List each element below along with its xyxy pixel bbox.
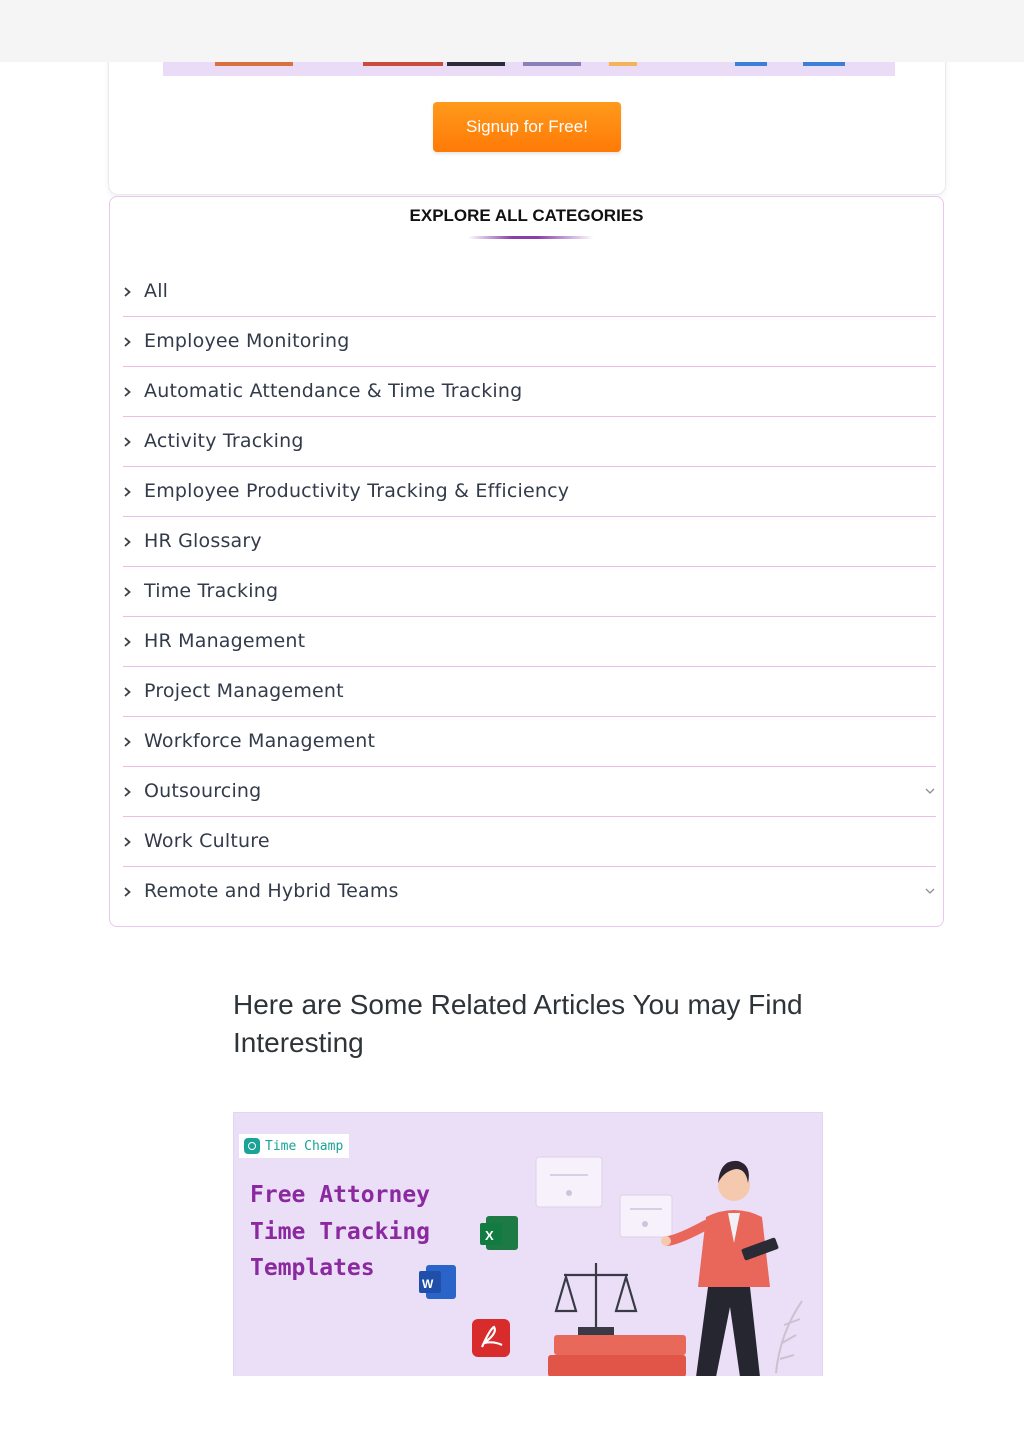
books-icon: [548, 1335, 686, 1377]
category-item[interactable]: [123, 317, 936, 367]
svg-text:W: W: [422, 1277, 434, 1291]
category-item[interactable]: [123, 617, 936, 667]
category-label: Employee Productivity Tracking & Efficiency: [144, 480, 570, 502]
excel-icon: [480, 1216, 518, 1250]
document-card-icon: [620, 1195, 672, 1237]
title-underline: [468, 236, 594, 239]
category-label: Automatic Attendance & Time Tracking: [144, 380, 523, 402]
category-label: HR Management: [144, 630, 306, 652]
document-card-icon: [536, 1157, 602, 1207]
chevron-right-icon: [123, 332, 133, 352]
category-label: Activity Tracking: [144, 430, 304, 452]
thumbnail-title-line: Templates: [250, 1255, 375, 1281]
chevron-right-icon: [123, 282, 133, 302]
top-browser-gap: [0, 0, 1024, 62]
category-label: Workforce Management: [144, 730, 376, 752]
article-card[interactable]: [233, 1112, 823, 1377]
category-label: Outsourcing: [144, 780, 262, 802]
categories-panel: [109, 196, 944, 927]
category-label: Work Culture: [144, 830, 270, 852]
svg-text:X: X: [485, 1228, 494, 1243]
plant-decoration: [776, 1301, 802, 1373]
chevron-right-icon: [123, 582, 133, 602]
chevron-down-icon[interactable]: [924, 786, 936, 796]
brand-name: Time Champ: [265, 1138, 344, 1154]
chevron-right-icon: [123, 382, 133, 402]
chevron-down-icon[interactable]: [924, 886, 936, 896]
signup-button[interactable]: Signup for Free!: [433, 102, 621, 152]
category-item[interactable]: [123, 767, 936, 817]
chevron-right-icon: [123, 532, 133, 552]
category-label: HR Glossary: [144, 530, 262, 552]
chevron-right-icon: [123, 432, 133, 452]
category-label: All: [144, 280, 169, 302]
chevron-right-icon: [123, 682, 133, 702]
scales-of-justice-icon: [556, 1263, 636, 1331]
category-label: Employee Monitoring: [144, 330, 350, 352]
article-illustration: [234, 1113, 822, 1377]
category-item[interactable]: [123, 567, 936, 617]
category-label: Project Management: [144, 680, 344, 702]
category-label: Remote and Hybrid Teams: [144, 880, 399, 902]
related-articles-heading: Here are Some Related Articles You may Find Interesting: [233, 989, 803, 1058]
category-item[interactable]: [123, 667, 936, 717]
chevron-right-icon: [123, 782, 133, 802]
category-item[interactable]: [123, 267, 936, 317]
page-bottom-margin: [0, 1376, 1024, 1449]
thumbnail-title-line: Free Attorney: [250, 1182, 431, 1208]
category-item[interactable]: [123, 367, 936, 417]
category-item[interactable]: [123, 517, 936, 567]
category-item[interactable]: [123, 717, 936, 767]
chevron-right-icon: [123, 632, 133, 652]
pdf-icon: [472, 1319, 510, 1357]
chevron-right-icon: [123, 482, 133, 502]
category-item[interactable]: [123, 817, 936, 867]
chevron-right-icon: [123, 882, 133, 902]
category-list: [123, 267, 936, 917]
category-label: Time Tracking: [144, 580, 279, 602]
category-item[interactable]: [123, 417, 936, 467]
chevron-right-icon: [123, 832, 133, 852]
thumbnail-title-line: Time Tracking: [250, 1218, 431, 1245]
categories-title: EXPLORE ALL CATEGORIES: [409, 206, 644, 225]
category-item[interactable]: [123, 867, 936, 917]
promo-card: [108, 40, 946, 195]
word-icon: [419, 1265, 456, 1299]
category-item[interactable]: [123, 467, 936, 517]
chevron-right-icon: [123, 732, 133, 752]
